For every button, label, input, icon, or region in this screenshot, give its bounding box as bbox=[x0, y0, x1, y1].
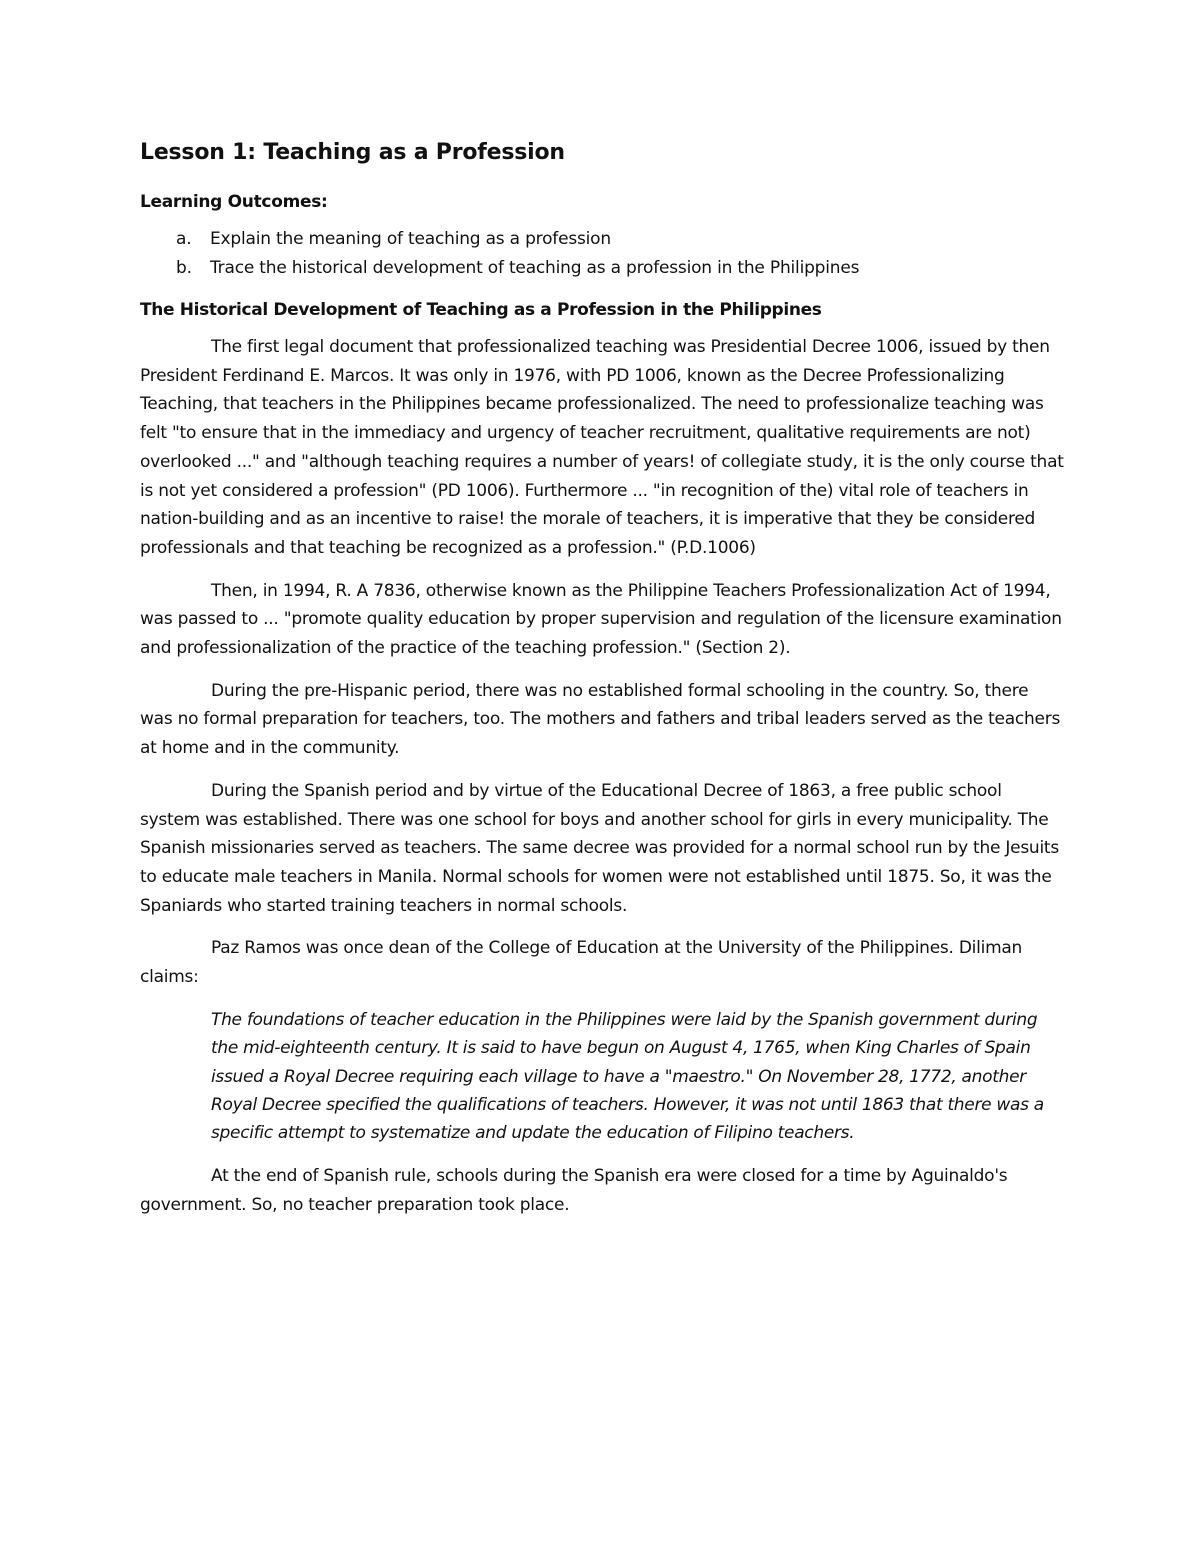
document-page bbox=[140, 140, 1065, 1233]
block-quote: The foundations of teacher education in the Philippines were laid by the Spanish government during the mid-eighteenth century. It is said to have begun on August 4, 1765, when King Charles of Spain issued a Royal Decree requiring each village to have a "maestro." On November 28, 1772, another Royal Decree specified the qualifications of teachers. However, it was not until 1863 that there was a specific attempt to systematize and update the education of Filipino teachers. bbox=[211, 1009, 1044, 1144]
section-heading: The Historical Development of Teaching as a Profession in the Philippines bbox=[140, 300, 822, 320]
outcome-text: Explain the meaning of teaching as a profession bbox=[210, 229, 611, 249]
list-item bbox=[140, 254, 1065, 283]
body-paragraph: Then, in 1994, R. A 7836, otherwise known as the Philippine Teachers Professionalization Act of 1994, was passed to ... "promote quality education by proper supervision and regulation of the licensure examination and professionalization of the practice of the teaching profession." (Section 2). bbox=[140, 580, 1062, 659]
list-marker: a. bbox=[176, 229, 192, 249]
body-paragraph: During the pre-Hispanic period, there was no established formal schooling in the country. So, there was no formal preparation for teachers, too. The mothers and fathers and tribal leaders served as the teachers at home and in the community. bbox=[140, 680, 1061, 759]
list-marker: b. bbox=[176, 258, 192, 278]
outcome-text: Trace the historical development of teaching as a profession in the Philippines bbox=[210, 258, 860, 278]
learning-outcomes-heading: Learning Outcomes: bbox=[140, 192, 328, 212]
body-paragraph: The first legal document that professionalized teaching was Presidential Decree 1006, issued by then President Ferdinand E. Marcos. It was only in 1976, with PD 1006, known as the Decree Professionalizing Teaching, that teachers in the Philippines became professionalized. The need to professionalize teaching was felt "to ensure that in the immediacy and urgency of teacher recruitment, qualitative requirements are not) overlooked ..." and "although teaching requires a number of years! of collegiate study, it is the only course that is not yet considered a profession" (PD 1006). Furthermore ... "in recognition of the) vital role of teachers in nation-building and as an incentive to raise! the morale of teachers, it is imperative that they be considered professionals and that teaching be recognized as a profession." (P.D.1006) bbox=[140, 337, 1064, 558]
learning-outcomes-list bbox=[140, 225, 1065, 283]
closing-paragraph: At the end of Spanish rule, schools during the Spanish era were closed for a time by Aguinaldo's government. So, no teacher preparation took place. bbox=[140, 1165, 1008, 1215]
body-paragraph: During the Spanish period and by virtue of the Educational Decree of 1863, a free public school system was established. There was one school for boys and another school for girls in every municipality. The Spanish missionaries served as teachers. The same decree was provided for a normal school run by the Jesuits to educate male teachers in Manila. Normal schools for women were not established until 1875. So, it was the Spaniards who started training teachers in normal schools. bbox=[140, 780, 1059, 916]
list-item bbox=[140, 225, 1065, 254]
lesson-title: Lesson 1: Teaching as a Profession bbox=[140, 140, 565, 165]
body-paragraph: Paz Ramos was once dean of the College of Education at the University of the Philippines. Diliman claims: bbox=[140, 938, 1023, 988]
